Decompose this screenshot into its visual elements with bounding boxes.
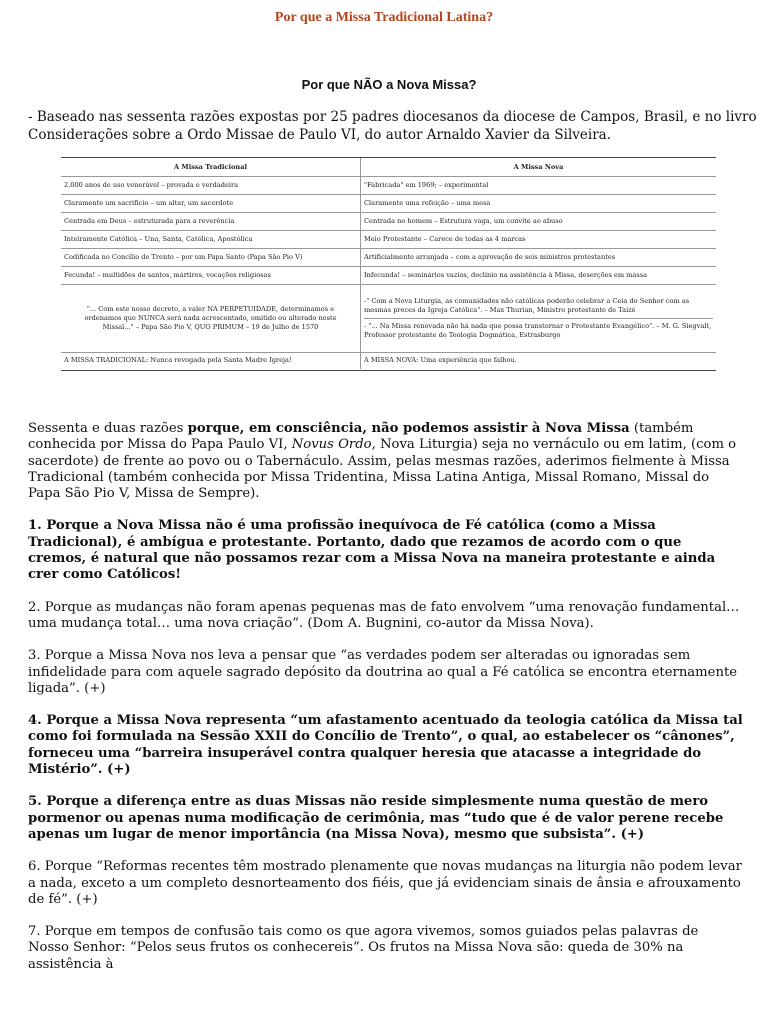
reason-1: 1. Porque a Nova Missa não é uma profissão inequívoca de Fé católica (como a Missa Tradicional), é ambígua e protestante. Portanto, dado que rezamos de acordo com o que cremos, é natural que não possamos rezar com a Missa Nova na maneira protestante e ainda crer como Católicos!: [28, 518, 716, 583]
table-row: [61, 230, 716, 249]
table-cell-left: Inteiramente Católica – Una, Santa, Católica, Apostólica: [61, 230, 361, 248]
article-body: [28, 421, 743, 989]
reason-5: 5. Porque a diferença entre as duas Missas não reside simplesmente numa questão de mero pormenor ou apenas numa modificação de cerimônia, mas “tudo que é de valor perene recebe apenas um lugar de menor importância (na Missa Nova), mesmo que subsista”. (+): [28, 794, 724, 842]
table-row: [61, 194, 716, 213]
table-cell-right: Claramente uma refeição – uma mesa: [364, 198, 491, 207]
table-cell-right: Artificialmente arranjada – com a aprovação de seis ministros protestantes: [364, 252, 616, 261]
reason-2: 2. Porque as mudanças não foram apenas pequenas mas de fato envolvem “uma renovação fundamental… uma mudança total… uma nova criação”. (Dom A. Bugnini, co-autor da Missa Nova).: [28, 599, 740, 631]
quote-quo-primum: "... Com este nosso decreto, a valer NA PERPETUIDADE, determinamos e ordenamos que NUNCA será nada acrescentado, omitido ou alterado neste Missal..." – Papa São Pio V, QUO PRIMUM – 19 de Julho de 1570: [61, 284, 361, 352]
paragraph-intro-reasons: [28, 421, 743, 502]
comparison-table: [61, 157, 716, 371]
reason-6: 6. Porque “Reformas recentes têm mostrado plenamente que novas mudanças na liturgia não podem levar a nada, exceto a um completo desnorteamento dos fiéis, que já evidenciam sinais de ânsia e afrouxamento de fé”. (+): [28, 859, 742, 907]
table-row: [61, 248, 716, 267]
table-header-row: [61, 158, 716, 177]
text-span: (também conhecida por Missa do Papa Paulo VI,: [28, 421, 694, 453]
reason-4: 4. Porque a Missa Nova representa “um afastamento acentuado da teologia católica da Missa tal como foi formulada na Sessão XXII do Concílio de Trento”, o qual, ao estabelecer os “cânones”, forneceu uma “barreira insuperável contra qualquer heresia que atacasse a integridade do Mistério”. (+): [28, 713, 743, 778]
text-span: Sessenta e duas razões: [28, 421, 188, 436]
table-cell-left: 2.000 anos de uso venerável – provada e verdadeira: [61, 176, 361, 194]
quote-siegvalt: - "... Na Missa renovada não há nada que possa transtornar o Protestante Evangélico". – M. G. Siegvalt, Professor protestante de Teologia Dogmática, Estrasburgo: [364, 318, 713, 343]
quotes-protestant: [361, 284, 716, 352]
table-cell-left: Claramente um sacrifício – um altar, um sacerdote: [61, 194, 361, 212]
table-row: [61, 212, 716, 231]
text-span: , Nova Liturgia) seja no vernáculo ou em latim, (com o sacerdote) de frente ao povo ou o Tabernáculo. Assim, pelas mesmas razões, aderimos fielmente à Missa Tradicional (também conhecida por Missa Tridentina, Missa Latina Antiga, Missal Romano, Missal do Papa São Pio V, Missa de Sempre).: [28, 437, 737, 502]
header-traditional: A Missa Tradicional: [61, 158, 361, 176]
table-cell-left: Centrada em Deus – estruturada para a reverência: [61, 212, 361, 230]
table-cell-right: Infecunda! – seminários vazios, declínio na assistência à Missa, deserções em massa: [364, 270, 648, 279]
table-cell-right: Meio Protestante – Carece de todas as 4 marcas: [364, 234, 526, 243]
reason-3: 3. Porque a Missa Nova nos leva a pensar que “as verdades podem ser alteradas ou ignoradas sem infidelidade para com aquele sagrado depósito da doutrina ao qual a Fé católica se encontra eternamente ligada”. (+): [28, 648, 738, 696]
table-cell-left: Codificada no Concílio de Trento – por um Papa Santo (Papa São Pio V): [61, 248, 361, 266]
table-cell-right: Centrada no homem – Estrutura vaga, um convite ao abuso: [364, 216, 563, 225]
table-footer-row: [61, 352, 716, 369]
quote-thurian: -" Com a Nova Liturgia, as comunidades não católicas poderão celebrar a Ceia do Senhor com as mesmas preces da Igreja Católica". – Max Thurian, Ministro protestante de Taizé: [364, 296, 690, 314]
table-cell-left: Fecunda! – multidões de santos, mártires, vocações religiosas: [61, 266, 361, 284]
footer-traditional: A MISSA TRADICIONAL: Nunca revogada pela Santa Madre Igreja!: [61, 352, 361, 369]
header-new: A Missa Nova: [513, 162, 564, 171]
table-cell-right: "Fabricada" em 1969; – experimental: [364, 180, 489, 189]
reason-7: 7. Porque em tempos de confusão tais como os que agora vivemos, somos guiados pelas palavras de Nosso Senhor: “Pelos seus frutos os conhecereis”. Os frutos na Missa Nova são: queda de 30% na assistência à: [28, 924, 699, 972]
table-quote-row: [61, 284, 716, 353]
page-title: Por que a Missa Tradicional Latina?: [274, 10, 494, 25]
table-row: [61, 266, 716, 285]
intro-paragraph: - Baseado nas sessenta razões expostas por 25 padres diocesanos da diocese de Campos, Brasil, e no livro Considerações sobre a Ordo Missae de Paulo VI, do autor Arnaldo Xavier da Silveira.: [28, 109, 757, 143]
footer-new: A MISSA NOVA: Uma experiência que falhou.: [364, 356, 517, 364]
italic-text: Novus Ordo: [291, 437, 372, 453]
emphasis-text: porque, em consciência, não podemos assistir à Nova Missa: [187, 421, 630, 436]
table-row: [61, 176, 716, 195]
section-subtitle: Por que NÃO a Nova Missa?: [301, 77, 477, 92]
